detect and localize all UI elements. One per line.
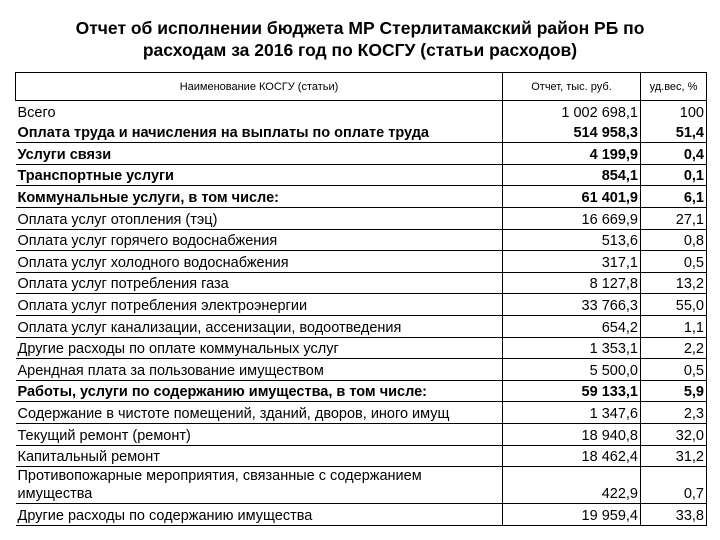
row-report: 1 353,1	[503, 337, 641, 359]
row-report: 8 127,8	[503, 272, 641, 294]
header-report: Отчет, тыс. руб.	[503, 73, 641, 101]
row-name: Оплата услуг потребления электроэнергии	[16, 294, 503, 316]
row-name: Всего	[17, 104, 56, 121]
row-name: Оплата услуг холодного водоснабжения	[16, 251, 503, 273]
header-name: Наименование КОСГУ (статьи)	[16, 73, 503, 101]
row-share: 0,5	[641, 251, 707, 273]
row-name: Оплата услуг горячего водоснабжения	[16, 229, 503, 251]
row-share: 0,5	[641, 359, 707, 381]
row-report: 317,1	[503, 251, 641, 273]
row-share: 2,3	[641, 402, 707, 424]
row-report: 18 462,4	[503, 445, 641, 467]
table-row	[16, 143, 707, 165]
table-row	[16, 251, 707, 273]
row-name: Текущий ремонт (ремонт)	[16, 423, 503, 445]
row-share: 0,8	[641, 229, 707, 251]
row-name: Услуги связи	[16, 143, 503, 165]
table-row	[16, 101, 707, 122]
table-row	[16, 402, 707, 424]
table-row	[16, 229, 707, 251]
page-title	[0, 17, 720, 61]
row-report: 18 940,8	[503, 423, 641, 445]
row-share: 6,1	[641, 186, 707, 208]
row-share: 100	[641, 101, 707, 122]
row-name: Противопожарные мероприятия, связанные с содержанием имущества	[16, 467, 503, 504]
row-name: Содержание в чистоте помещений, зданий, дворов, иного имущ	[16, 402, 503, 424]
header-share: уд.вес, %	[641, 73, 707, 101]
budget-table	[15, 72, 707, 526]
row-share: 55,0	[641, 294, 707, 316]
row-name: Транспортные услуги	[16, 164, 503, 186]
table-row	[16, 315, 707, 337]
row-name: Работы, услуги по содержанию имущества, в том числе:	[16, 380, 503, 402]
row-report: 513,6	[503, 229, 641, 251]
row-share: 0,1	[641, 164, 707, 186]
row-share: 31,2	[641, 445, 707, 467]
title-line-2: расходам за 2016 год по КОСГУ (статьи расходов)	[142, 40, 578, 60]
table-row	[16, 445, 707, 467]
row-report: 1 002 698,1	[503, 101, 641, 122]
row-share: 13,2	[641, 272, 707, 294]
row-report: 19 959,4	[503, 504, 641, 526]
table-row	[16, 186, 707, 208]
row-report: 16 669,9	[503, 207, 641, 229]
row-report: 59 133,1	[503, 380, 641, 402]
table-row	[16, 359, 707, 381]
row-report: 4 199,9	[503, 143, 641, 165]
table-row	[16, 467, 707, 504]
table-header	[16, 73, 707, 101]
row-share: 2,2	[641, 337, 707, 359]
row-report: 5 500,0	[503, 359, 641, 381]
table-row	[16, 380, 707, 402]
table-row	[16, 164, 707, 186]
row-report: 854,1	[503, 164, 641, 186]
table-row	[16, 272, 707, 294]
row-name: Оплата услуг отопления (тэц)	[16, 207, 503, 229]
row-name: Другие расходы по оплате коммунальных услуг	[16, 337, 503, 359]
row-share: 32,0	[641, 423, 707, 445]
row-share: 1,1	[641, 315, 707, 337]
table-row	[16, 337, 707, 359]
row-name: Арендная плата за пользование имуществом	[16, 359, 503, 381]
table-row	[16, 504, 707, 526]
row-share: 27,1	[641, 207, 707, 229]
row-report: 61 401,9	[503, 186, 641, 208]
row-share: 0,7	[641, 467, 707, 504]
row-share: 5,9	[641, 380, 707, 402]
row-report: 654,2	[503, 315, 641, 337]
row-name: Другие расходы по содержанию имущества	[16, 504, 503, 526]
row-report: 422,9	[503, 467, 641, 504]
row-report: 1 347,6	[503, 402, 641, 424]
row-report: 33 766,3	[503, 294, 641, 316]
table-row	[16, 423, 707, 445]
table-row	[16, 294, 707, 316]
row-report: 514 958,3	[503, 122, 641, 143]
row-share: 33,8	[641, 504, 707, 526]
row-name: Оплата услуг канализации, ассенизации, водоотведения	[16, 315, 503, 337]
row-name: Оплата услуг потребления газа	[16, 272, 503, 294]
row-name: Капитальный ремонт	[16, 445, 503, 467]
title-line-1: Отчет об исполнении бюджета МР Стерлитамакский район РБ по	[75, 18, 645, 38]
row-name: Коммунальные услуги, в том числе:	[16, 186, 503, 208]
row-name: Оплата труда и начисления на выплаты по оплате труда	[16, 122, 503, 143]
table-row	[16, 207, 707, 229]
row-share: 0,4	[641, 143, 707, 165]
row-share: 51,4	[641, 122, 707, 143]
table-row	[16, 122, 707, 143]
